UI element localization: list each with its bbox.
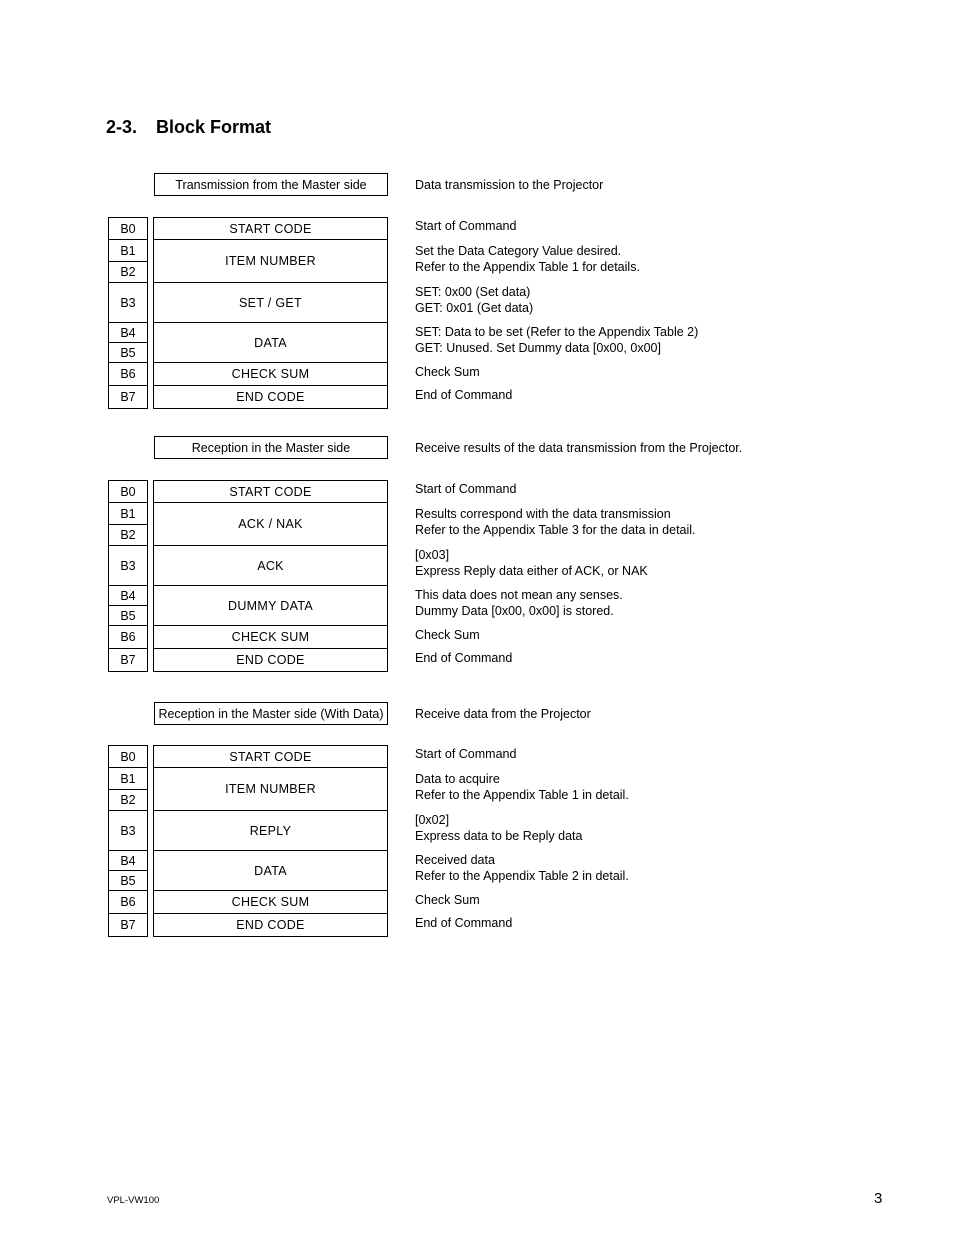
field-description bbox=[415, 627, 480, 643]
field-cell: CHECK SUM bbox=[153, 362, 388, 386]
field-cell: REPLY bbox=[153, 810, 388, 851]
byte-label: B7 bbox=[108, 385, 148, 409]
section-title: Block Format bbox=[156, 117, 272, 137]
field-description bbox=[415, 364, 480, 380]
field-description bbox=[415, 746, 516, 762]
byte-label: B7 bbox=[108, 913, 148, 937]
section-header-box: Reception in the Master side (With Data) bbox=[154, 702, 388, 725]
field-cell: END CODE bbox=[153, 648, 388, 672]
field-description bbox=[415, 650, 512, 666]
byte-label: B0 bbox=[108, 480, 148, 503]
field-cell: DATA bbox=[153, 850, 388, 891]
field-description bbox=[415, 284, 533, 316]
byte-label: B0 bbox=[108, 745, 148, 768]
field-description bbox=[415, 243, 640, 275]
field-description bbox=[415, 506, 696, 538]
byte-label: B4 bbox=[108, 322, 148, 343]
byte-label: B2 bbox=[108, 789, 148, 811]
section-header-box: Transmission from the Master side bbox=[154, 173, 388, 196]
field-description bbox=[415, 852, 629, 884]
field-description bbox=[415, 218, 516, 234]
field-cell: START CODE bbox=[153, 480, 388, 503]
byte-label: B6 bbox=[108, 890, 148, 914]
description-line: Refer to the Appendix Table 1 in detail. bbox=[415, 787, 629, 802]
byte-label: B0 bbox=[108, 217, 148, 240]
description-line: SET: 0x00 (Set data) bbox=[415, 285, 531, 299]
description-line: Refer to the Appendix Table 3 for the data in detail. bbox=[415, 522, 696, 537]
byte-label: B3 bbox=[108, 545, 148, 586]
description-line: Data to acquire bbox=[415, 771, 500, 786]
section-header-desc: Receive results of the data transmission from the Projector. bbox=[415, 441, 743, 455]
description-line: Received data bbox=[415, 853, 495, 867]
description-line: Results correspond with the data transmission bbox=[415, 506, 671, 521]
field-cell: ITEM NUMBER bbox=[153, 239, 388, 283]
field-cell: DUMMY DATA bbox=[153, 585, 388, 626]
description-line: Start of Command bbox=[415, 747, 517, 761]
description-line: Start of Command bbox=[415, 482, 517, 496]
field-description bbox=[415, 915, 512, 931]
field-cell: END CODE bbox=[153, 385, 388, 409]
byte-label: B1 bbox=[108, 502, 148, 525]
description-line: Set the Data Category Value desired. bbox=[415, 243, 622, 258]
section-number: 2-3. bbox=[106, 117, 138, 137]
description-line: Refer to the Appendix Table 2 in detail. bbox=[415, 869, 629, 883]
byte-label: B4 bbox=[108, 585, 148, 606]
field-description bbox=[415, 481, 516, 497]
field-cell: ACK bbox=[153, 545, 388, 586]
field-description bbox=[415, 892, 480, 908]
field-description bbox=[415, 387, 512, 403]
section-header-box: Reception in the Master side bbox=[154, 436, 388, 459]
byte-label: B6 bbox=[108, 625, 148, 649]
byte-label: B4 bbox=[108, 850, 148, 871]
byte-label: B5 bbox=[108, 605, 148, 626]
field-cell: ACK / NAK bbox=[153, 502, 388, 546]
byte-label: B2 bbox=[108, 261, 148, 283]
description-line: Express data to be Reply data bbox=[415, 829, 583, 843]
field-description bbox=[415, 547, 648, 579]
description-line: [0x02] bbox=[415, 813, 450, 827]
byte-label: B3 bbox=[108, 282, 148, 323]
byte-label: B7 bbox=[108, 648, 148, 672]
description-line: Start of Command bbox=[415, 219, 517, 233]
field-description bbox=[415, 587, 623, 619]
description-line: Check Sum bbox=[415, 364, 480, 379]
field-cell: END CODE bbox=[153, 913, 388, 937]
byte-label: B6 bbox=[108, 362, 148, 386]
description-line: GET: 0x01 (Get data) bbox=[415, 301, 534, 315]
description-line: Dummy Data [0x00, 0x00] is stored. bbox=[415, 604, 614, 618]
byte-label: B5 bbox=[108, 870, 148, 891]
description-line: SET: Data to be set (Refer to the Appendix Table 2) bbox=[415, 325, 699, 339]
description-line: Refer to the Appendix Table 1 for details. bbox=[415, 259, 640, 274]
description-line: Check Sum bbox=[415, 892, 480, 907]
field-cell: ITEM NUMBER bbox=[153, 767, 388, 811]
field-description bbox=[415, 771, 629, 803]
description-line: End of Command bbox=[415, 650, 513, 665]
byte-label: B5 bbox=[108, 342, 148, 363]
byte-label: B3 bbox=[108, 810, 148, 851]
page-number: 3 bbox=[874, 1190, 883, 1207]
field-cell: DATA bbox=[153, 322, 388, 363]
field-cell: CHECK SUM bbox=[153, 890, 388, 914]
field-description bbox=[415, 324, 698, 356]
description-line: Check Sum bbox=[415, 627, 480, 642]
byte-label: B2 bbox=[108, 524, 148, 546]
description-line: Express Reply data either of ACK, or NAK bbox=[415, 564, 648, 578]
description-line: [0x03] bbox=[415, 548, 450, 562]
footer-model: VPL-VW100 bbox=[107, 1195, 160, 1206]
field-cell: START CODE bbox=[153, 745, 388, 768]
field-cell: CHECK SUM bbox=[153, 625, 388, 649]
byte-label: B1 bbox=[108, 239, 148, 262]
field-description bbox=[415, 812, 582, 844]
byte-label: B1 bbox=[108, 767, 148, 790]
section-header-desc: Data transmission to the Projector bbox=[415, 178, 604, 192]
field-cell: SET / GET bbox=[153, 282, 388, 323]
section-header-desc: Receive data from the Projector bbox=[415, 707, 591, 721]
description-line: End of Command bbox=[415, 915, 513, 930]
description-line: End of Command bbox=[415, 387, 513, 402]
description-line: This data does not mean any senses. bbox=[415, 588, 623, 602]
page-title bbox=[106, 117, 271, 138]
description-line: GET: Unused. Set Dummy data [0x00, 0x00] bbox=[415, 341, 661, 355]
field-cell: START CODE bbox=[153, 217, 388, 240]
